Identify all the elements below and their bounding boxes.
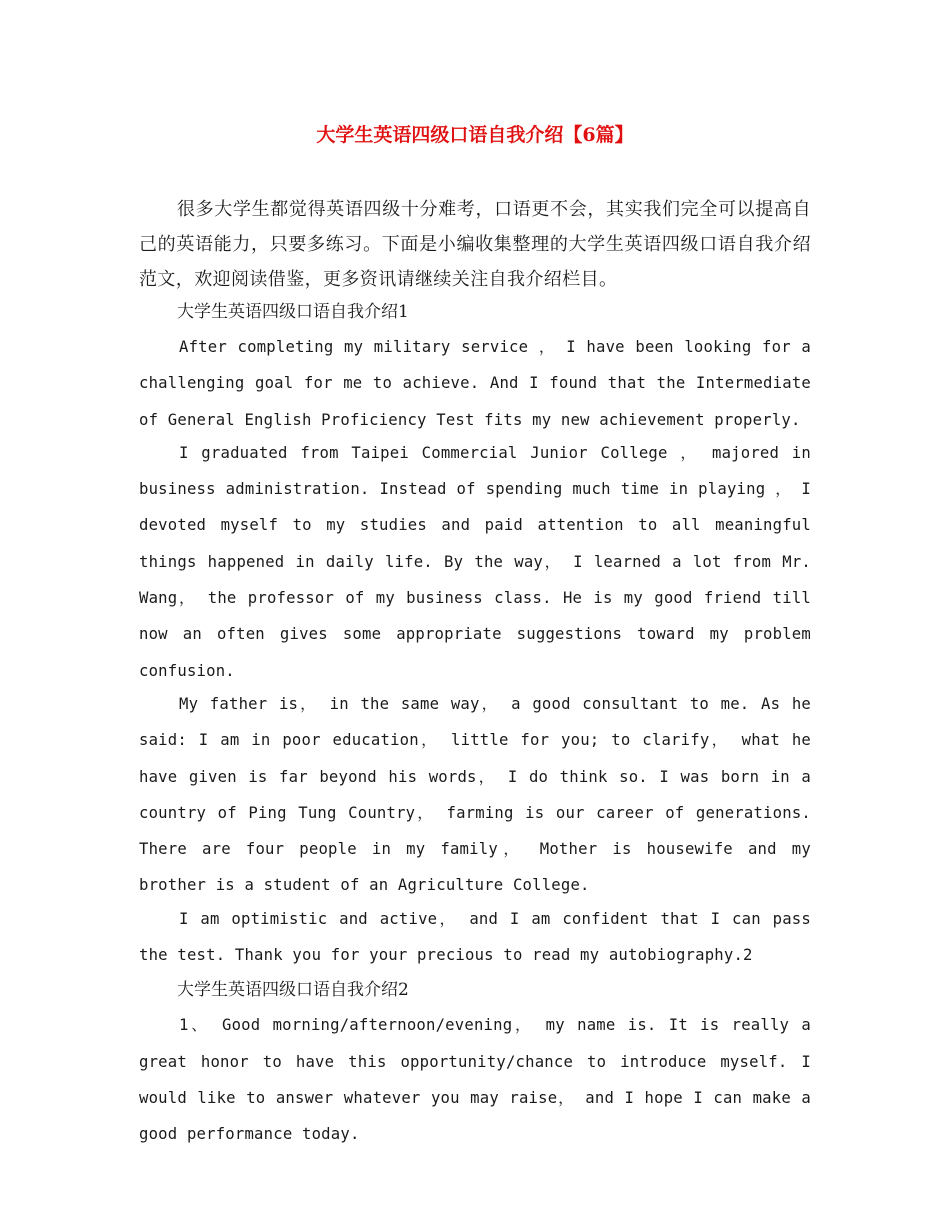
section1-paragraph-1: After completing my military service ， I have been looking for a challenging goal for me to achieve. And I found that the Intermediate of General English Proficiency Test fits my new achievement properly.: [139, 338, 811, 429]
section1-paragraph-3: My father is， in the same way， a good consultant to me. As he said: I am in poor education， little for you; to clarify， what he have given is far beyond his words， I do think so. I was born in a country of Ping Tung Country， farming is our career of generations. There are four people in my family， Mother is housewife and my brother is a student of an Agriculture College.: [139, 694, 811, 895]
section-heading-1: 大学生英语四级口语自我介绍1: [177, 302, 409, 322]
section-heading-2: 大学生英语四级口语自我介绍2: [177, 980, 409, 1001]
section1-paragraph-2: I graduated from Taipei Commercial Junior College ， majored in business administration. Instead of spending much time in playing ， I devoted myself to my studies and paid attention to all meaningful things happened in daily life. By the way， I learned a lot from Mr. Wang， the professor of my business class. He is my good friend till now an often gives some appropriate suggestions toward my problem confusion.: [139, 443, 811, 680]
document-body: [139, 192, 811, 1153]
section1-paragraph-4: I am optimistic and active， and I am confident that I can pass the test. Thank you for your precious to read my autobiography.2: [139, 909, 811, 965]
section2-paragraph-1: 1、 Good morning/afternoon/evening， my name is. It is really a great honor to have this opportunity/chance to introduce myself. I would like to answer whatever you may raise， and I hope I can make a good performance today.: [139, 1016, 811, 1144]
intro-paragraph: 很多大学生都觉得英语四级十分难考，口语更不会，其实我们完全可以提高自己的英语能力，只要多练习。下面是小编收集整理的大学生英语四级口语自我介绍范文，欢迎阅读借鉴，更多资讯请继续关注自我介绍栏目。: [139, 199, 811, 290]
document-title: 大学生英语四级口语自我介绍【6篇】: [316, 124, 634, 146]
